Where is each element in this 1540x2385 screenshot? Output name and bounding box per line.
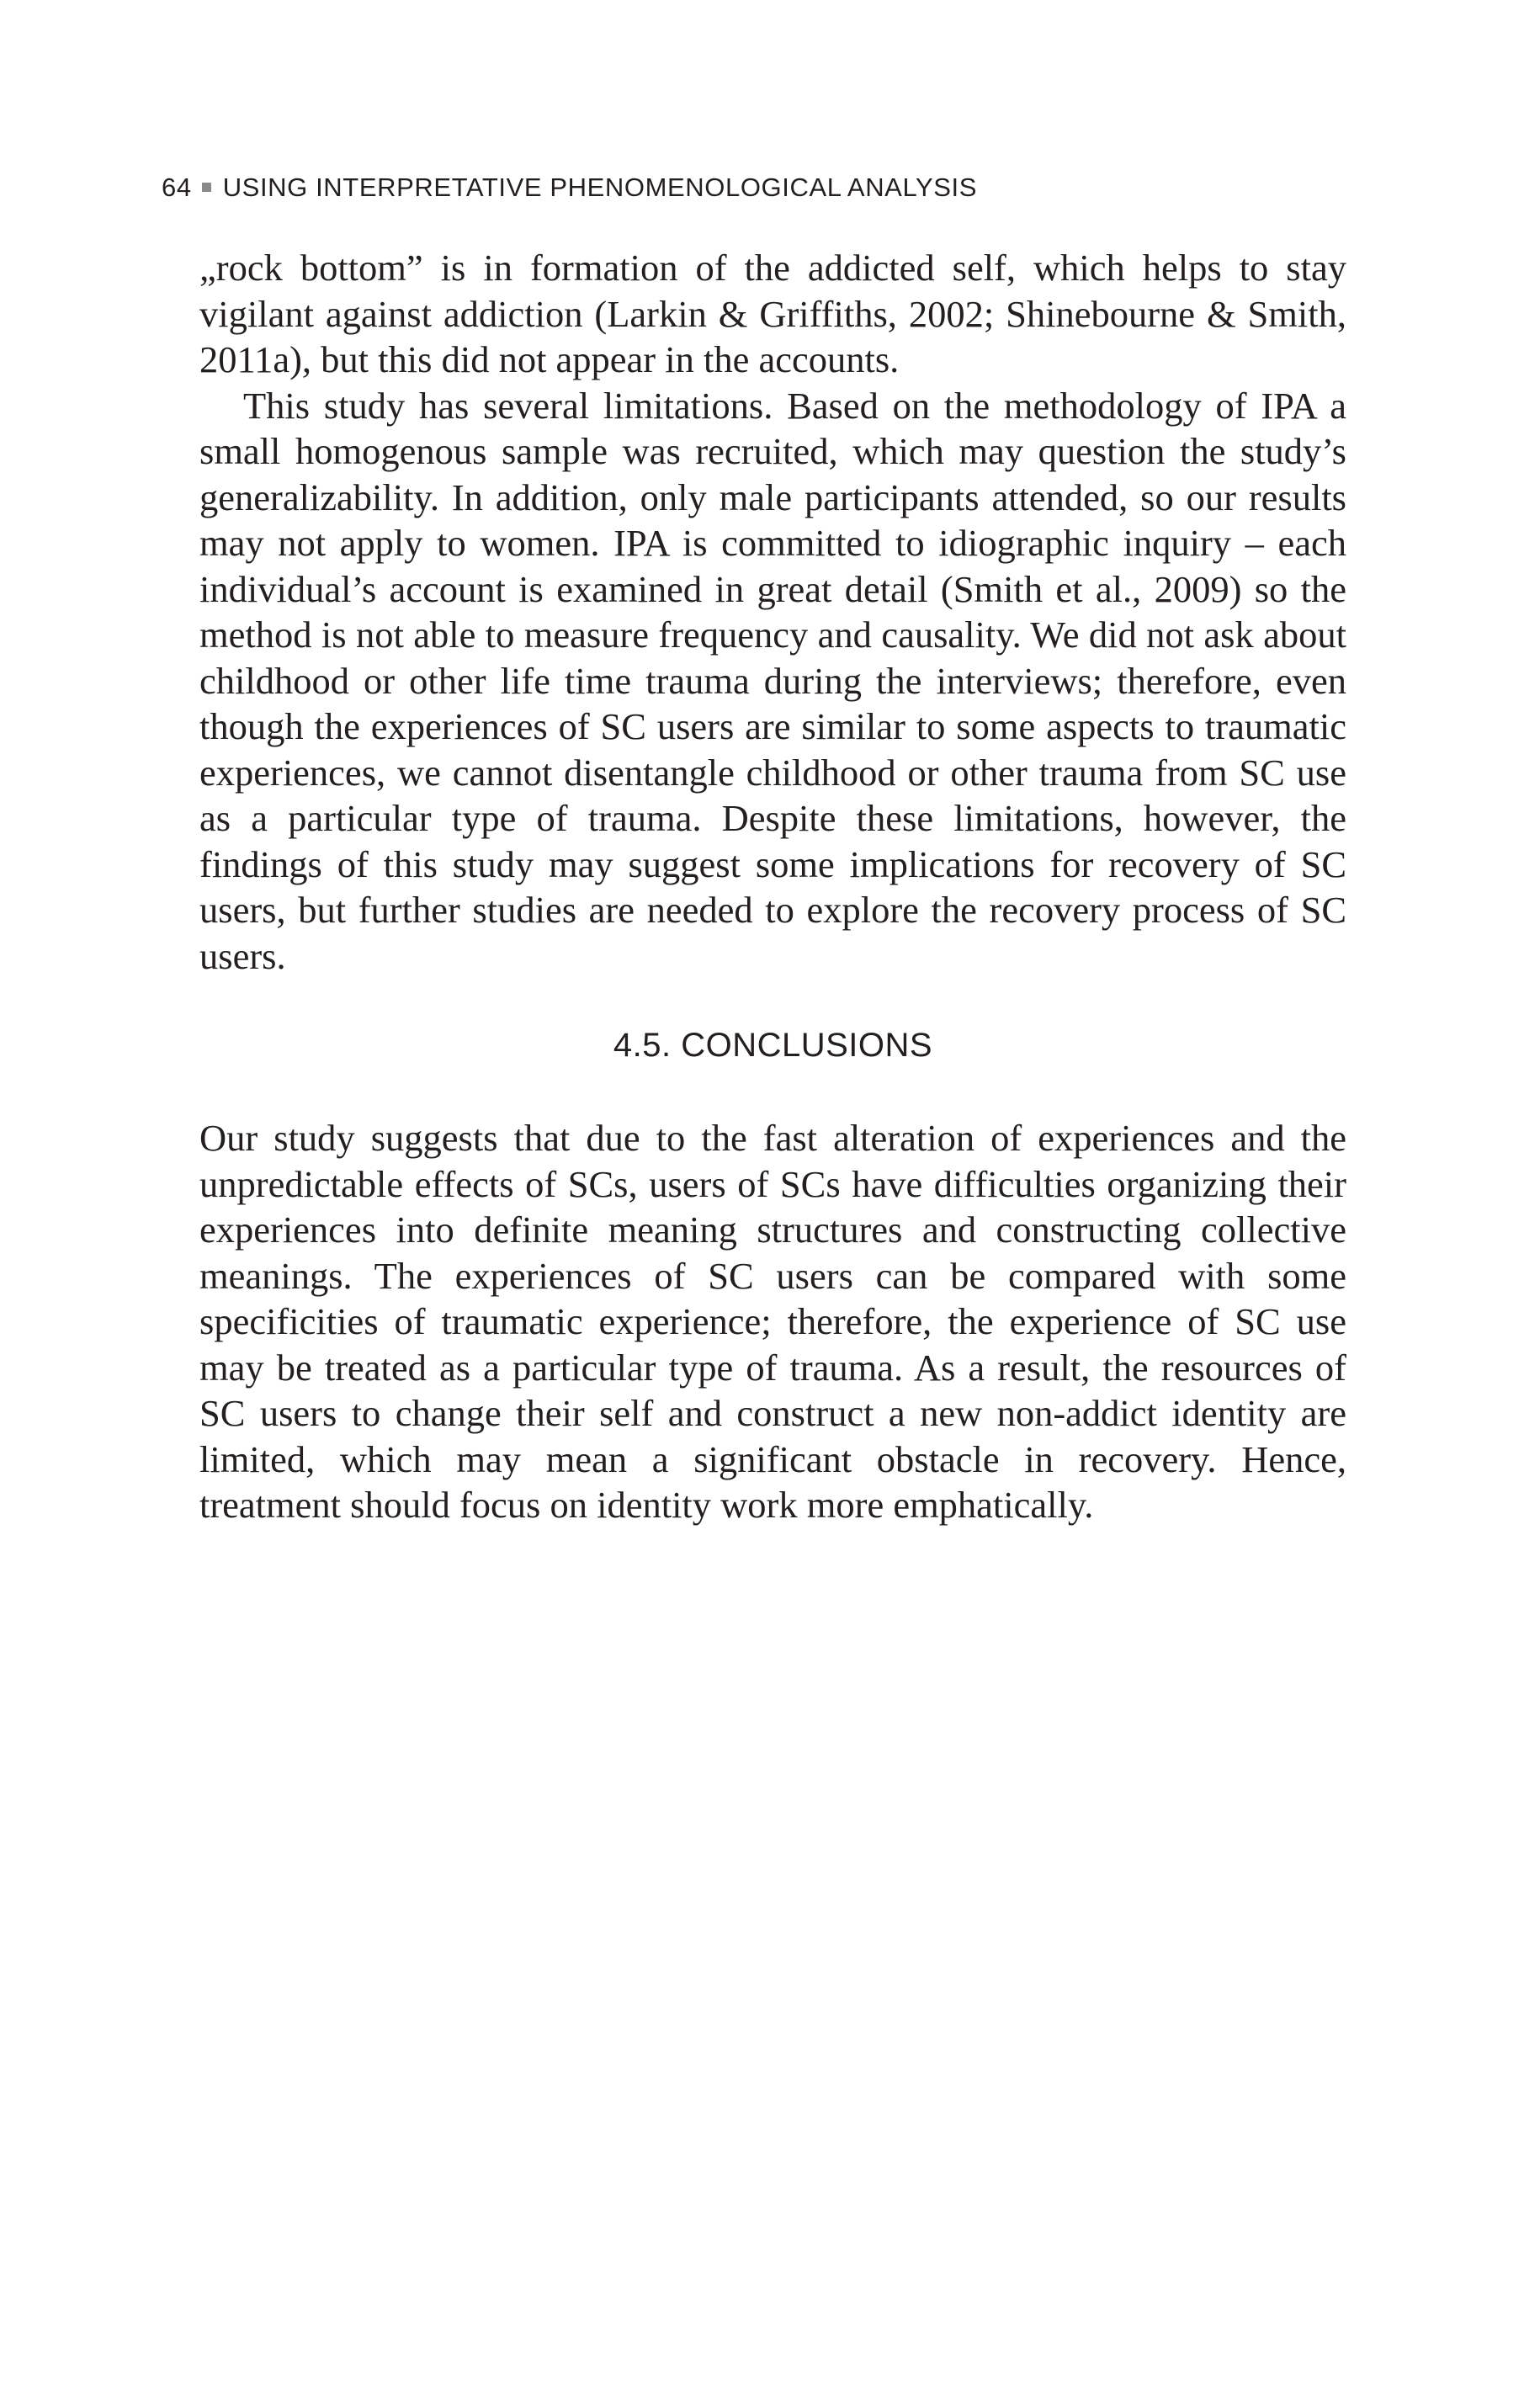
- running-head-title: USING INTERPRETATIVE PHENOMENOLOGICAL ANALYSIS: [222, 173, 978, 202]
- running-head: [162, 171, 977, 205]
- paragraph-limitations: This study has several limitations. Based on the methodology of IPA a small homogenous sample was recruited, which may question the study’s generalizability. In addition, only male participants attended, so our results may not apply to women. IPA is committed to idiographic inquiry – each individual’s account is examined in great detail (Smith et al., 2009) so the method is not able to measure frequency and causality. We did not ask about childhood or other life time trauma during the interviews; therefore, even though the experiences of SC users are similar to some aspects to traumatic experiences, we cannot disentangle childhood or other trauma from SC use as a particular type of trauma. Despite these limitations, however, the findings of this study may suggest some implications for recovery of SC users, but further studies are needed to explore the recovery process of SC users.: [199, 384, 1346, 977]
- page-number: 64: [162, 173, 192, 202]
- section-heading: 4.5. CONCLUSIONS: [613, 1027, 933, 1064]
- body-text: [199, 245, 1346, 979]
- square-bullet-icon: [202, 183, 211, 192]
- conclusions-text: [199, 1115, 1346, 1528]
- paragraph-conclusions: Our study suggests that due to the fast alteration of experiences and the unpredictable effects of SCs, users of SCs have difficulties organizing their experiences into definite meaning structures and constructing collective meanings. The experiences of SC users can be compared with some specificities of traumatic experience; therefore, the experience of SC use may be treated as a particular type of trauma. As a result, the resources of SC users to change their self and construct a new non-addict identity are limited, which may mean a significant obstacle in recovery. Hence, treatment should focus on identity work more emphatically.: [199, 1117, 1346, 1526]
- paragraph-continuation: „rock bottom” is in formation of the addicted self, which helps to stay vigilant against addiction (Larkin & Griffiths, 2002; Shinebourne & Smith, 2011a), but this did not appear in the accounts.: [199, 247, 1346, 380]
